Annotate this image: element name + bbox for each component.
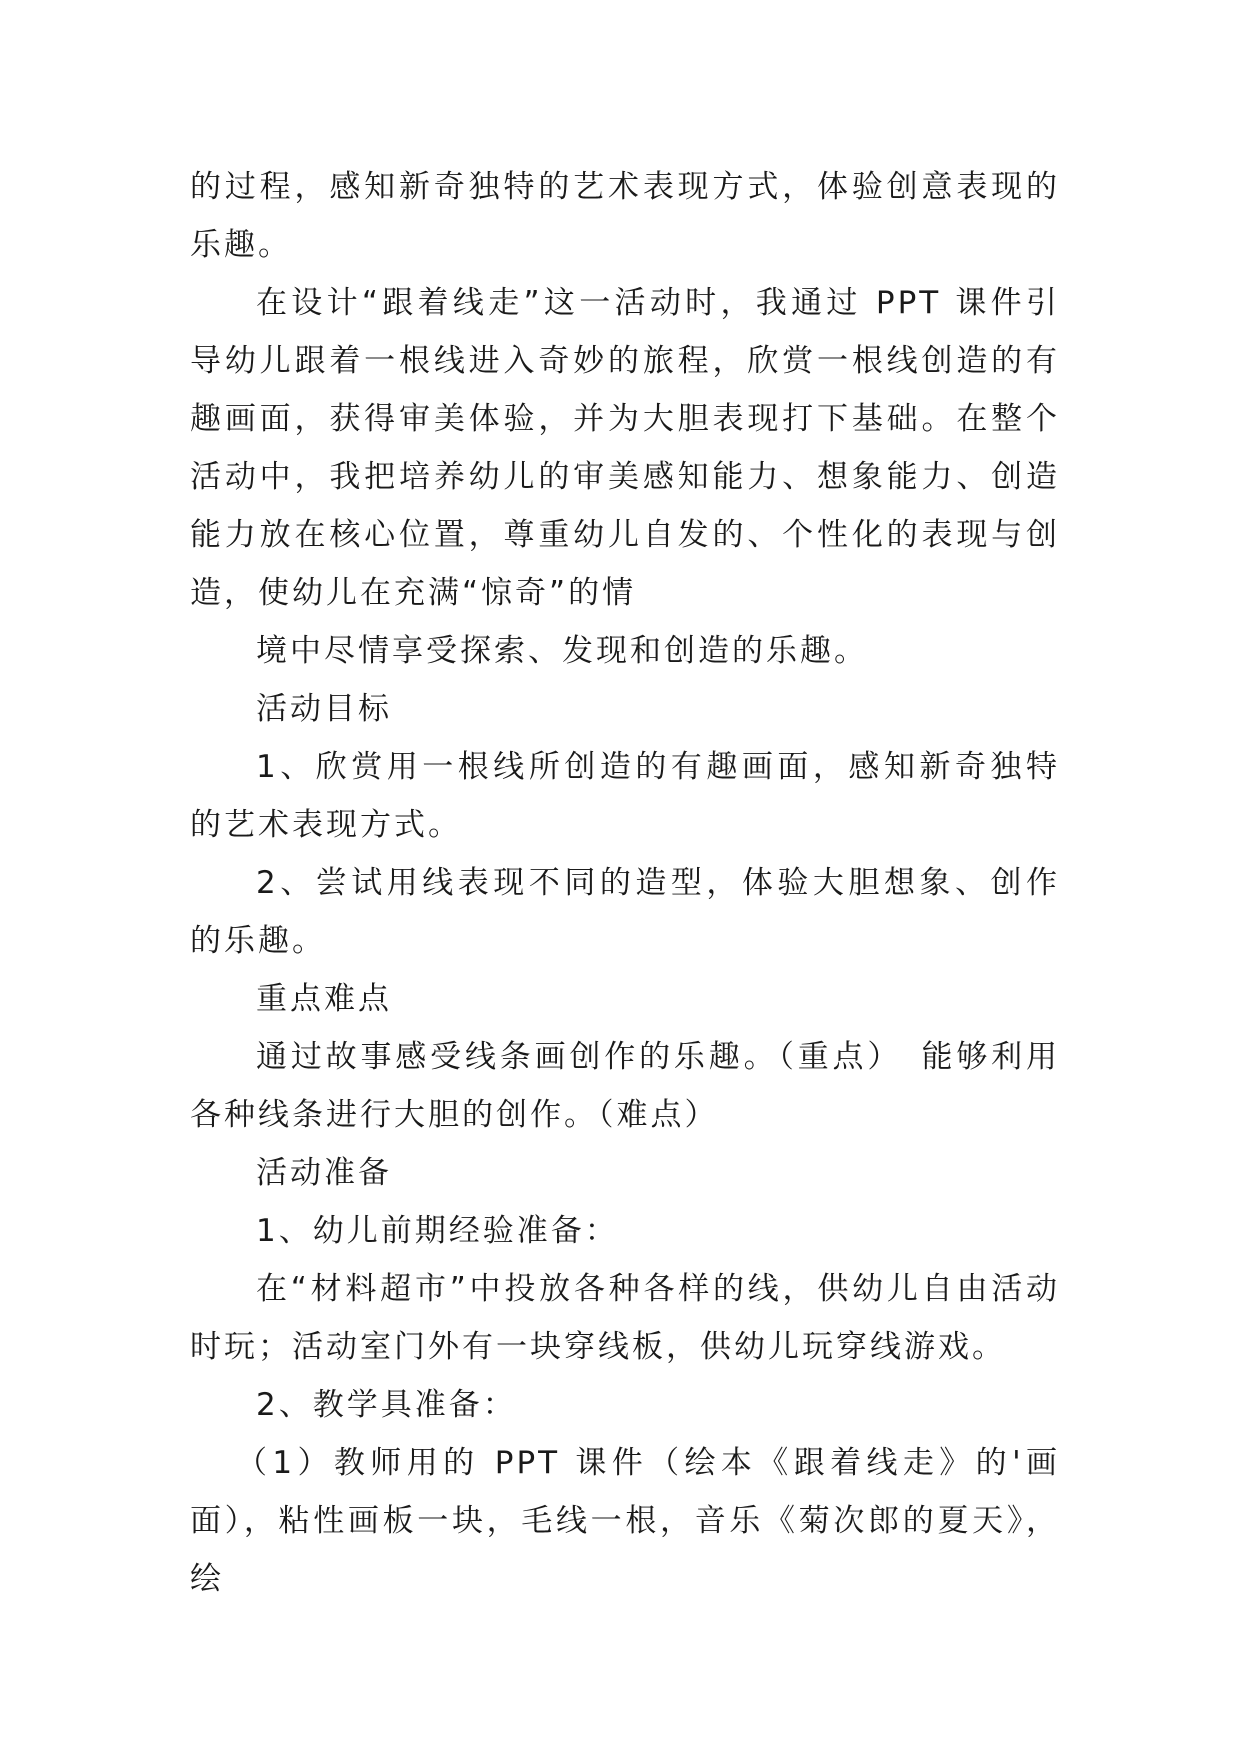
goal-item-2: 2、尝试用线表现不同的造型，体验大胆想象、创作的乐趣。 — [190, 865, 1060, 959]
preparation-item-1: 1、幼儿前期经验准备： — [256, 1213, 619, 1249]
paragraph-key-difficulties: 通过故事感受线条画创作的乐趣。（重点） 能够利用各种线条进行大胆的创作。（难点） — [190, 1039, 1060, 1133]
paragraph-material-market: 在“材料超市”中投放各种各样的线，供幼儿自由活动时玩；活动室门外有一块穿线板，供幼儿玩穿线游戏。 — [190, 1271, 1060, 1365]
preparation-item-2: 2、教学具准备： — [256, 1387, 517, 1423]
document-body — [190, 158, 1060, 1608]
heading-activity-preparation: 活动准备 — [256, 1155, 392, 1191]
preparation-subitem-1: （1）教师用的 PPT 课件（绘本《跟着线走》的'画面），粘性画板一块，毛线一根，音乐《菊次郎的夏天》，绘 — [190, 1445, 1060, 1597]
heading-activity-goals: 活动目标 — [256, 691, 392, 727]
paragraph-design-continuation: 境中尽情享受探索、发现和创造的乐趣。 — [256, 633, 868, 669]
heading-key-difficulties: 重点难点 — [256, 981, 392, 1017]
paragraph-continuation: 的过程，感知新奇独特的艺术表现方式，体验创意表现的乐趣。 — [190, 169, 1060, 263]
paragraph-design-intro: 在设计“跟着线走”这一活动时，我通过 PPT 课件引导幼儿跟着一根线进入奇妙的旅程，欣赏一根线创造的有趣画面，获得审美体验，并为大胆表现打下基础。在整个活动中，我把培养幼儿的审美感知能力、想象能力、创造能力放在核心位置，尊重幼儿自发的、个性化的表现与创造，使幼儿在充满“惊奇”的情 — [190, 285, 1060, 611]
goal-item-1: 1、欣赏用一根线所创造的有趣画面，感知新奇独特的艺术表现方式。 — [190, 749, 1060, 843]
